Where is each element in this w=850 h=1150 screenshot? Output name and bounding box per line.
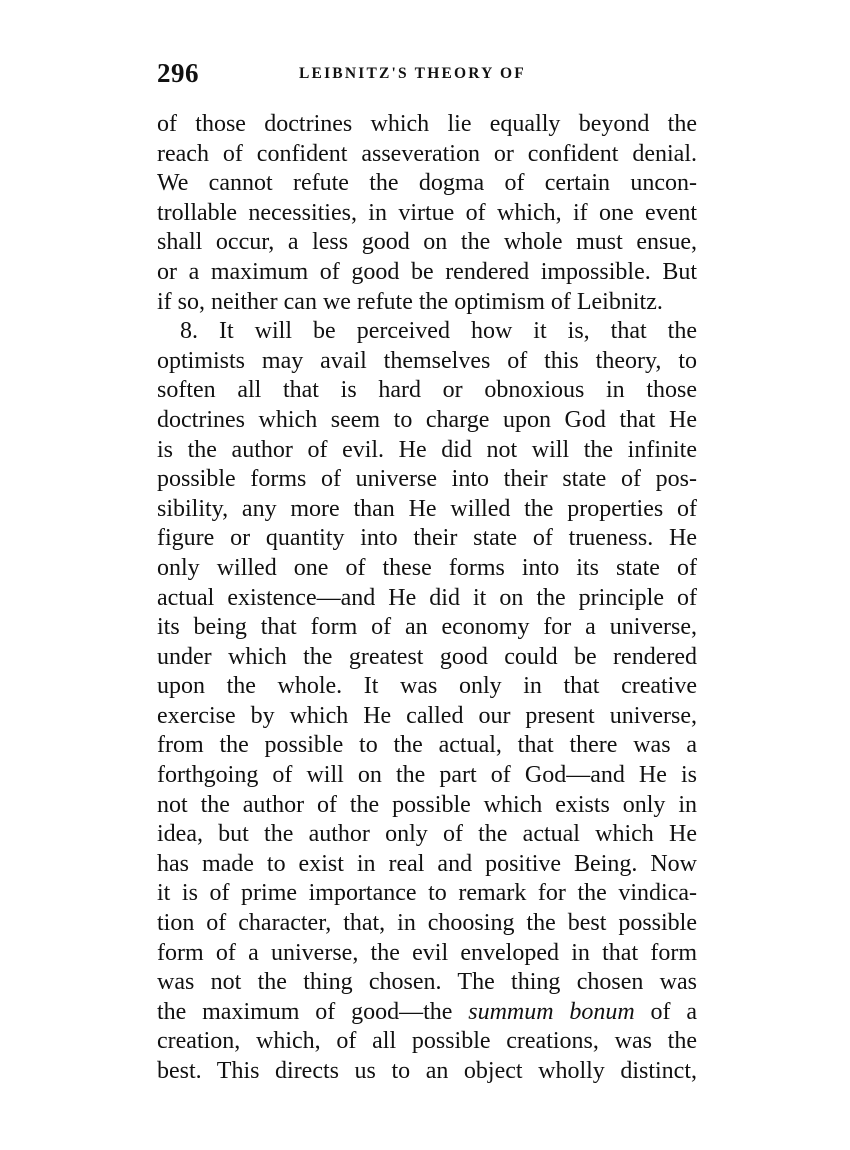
text-line: shall occur, a less good on the whole must ensue, — [157, 229, 697, 256]
text-line: idea, but the author only of the actual which He — [157, 821, 697, 848]
text-line: trollable necessities, in virtue of which, if one event — [157, 199, 697, 226]
text-line: sibility, any more than He willed the properties of — [157, 495, 697, 522]
text-line: best. This directs us to an object wholly distinct, — [157, 1058, 697, 1084]
text-line: tion of character, that, in choosing the best possible — [157, 910, 697, 937]
text-line: 8. It will be perceived how it is, that the — [180, 318, 697, 345]
page-number: 296 — [157, 58, 199, 88]
text-line: soften all that is hard or obnoxious in those — [157, 377, 697, 404]
text-line: form of a universe, the evil enveloped in that form — [157, 939, 697, 966]
text-line: doctrines which seem to charge upon God that He — [157, 406, 697, 433]
text-line: exercise by which He called our present universe, — [157, 702, 697, 729]
text-segment: of a — [650, 998, 698, 1025]
text-line: not the author of the possible which exists only in — [157, 791, 697, 818]
text-line: reach of confident asseveration or confident denial. — [157, 140, 697, 167]
body-text — [157, 110, 697, 1087]
text-line: from the possible to the actual, that there was a — [157, 732, 697, 759]
text-line: actual existence—and He did it on the principle of — [157, 584, 697, 611]
text-line: optimists may avail themselves of this theory, to — [157, 347, 697, 374]
text-line: creation, which, of all possible creations, was the — [157, 1028, 697, 1055]
text-line: its being that form of an economy for a universe, — [157, 614, 697, 641]
text-line: We cannot refute the dogma of certain uncon- — [157, 170, 697, 197]
italic-phrase: summum bonum — [468, 998, 635, 1025]
text-line: upon the whole. It was only in that creative — [157, 673, 697, 700]
text-line: only willed one of these forms into its state of — [157, 554, 697, 581]
text-line: possible forms of universe into their state of pos- — [157, 466, 697, 493]
text-line: figure or quantity into their state of trueness. He — [157, 525, 697, 552]
running-head — [157, 58, 697, 94]
text-line: of those doctrines which lie equally beyond the — [157, 111, 697, 137]
text-line: is the author of evil. He did not will the infinite — [157, 436, 697, 463]
text-line: forthgoing of will on the part of God—and He is — [157, 762, 697, 789]
text-line-with-italic — [157, 998, 697, 1028]
text-segment: the maximum of good—the — [157, 998, 453, 1025]
running-title: LEIBNITZ'S THEORY OF — [299, 65, 526, 82]
text-line: if so, neither can we refute the optimism of Leibnitz. — [157, 288, 663, 315]
text-line: it is of prime importance to remark for the vindica- — [157, 880, 697, 907]
text-line: has made to exist in real and positive Being. Now — [157, 850, 697, 877]
text-line: or a maximum of good be rendered impossible. But — [157, 258, 697, 285]
text-line: under which the greatest good could be rendered — [157, 643, 697, 670]
text-line: was not the thing chosen. The thing chosen was — [157, 969, 697, 996]
